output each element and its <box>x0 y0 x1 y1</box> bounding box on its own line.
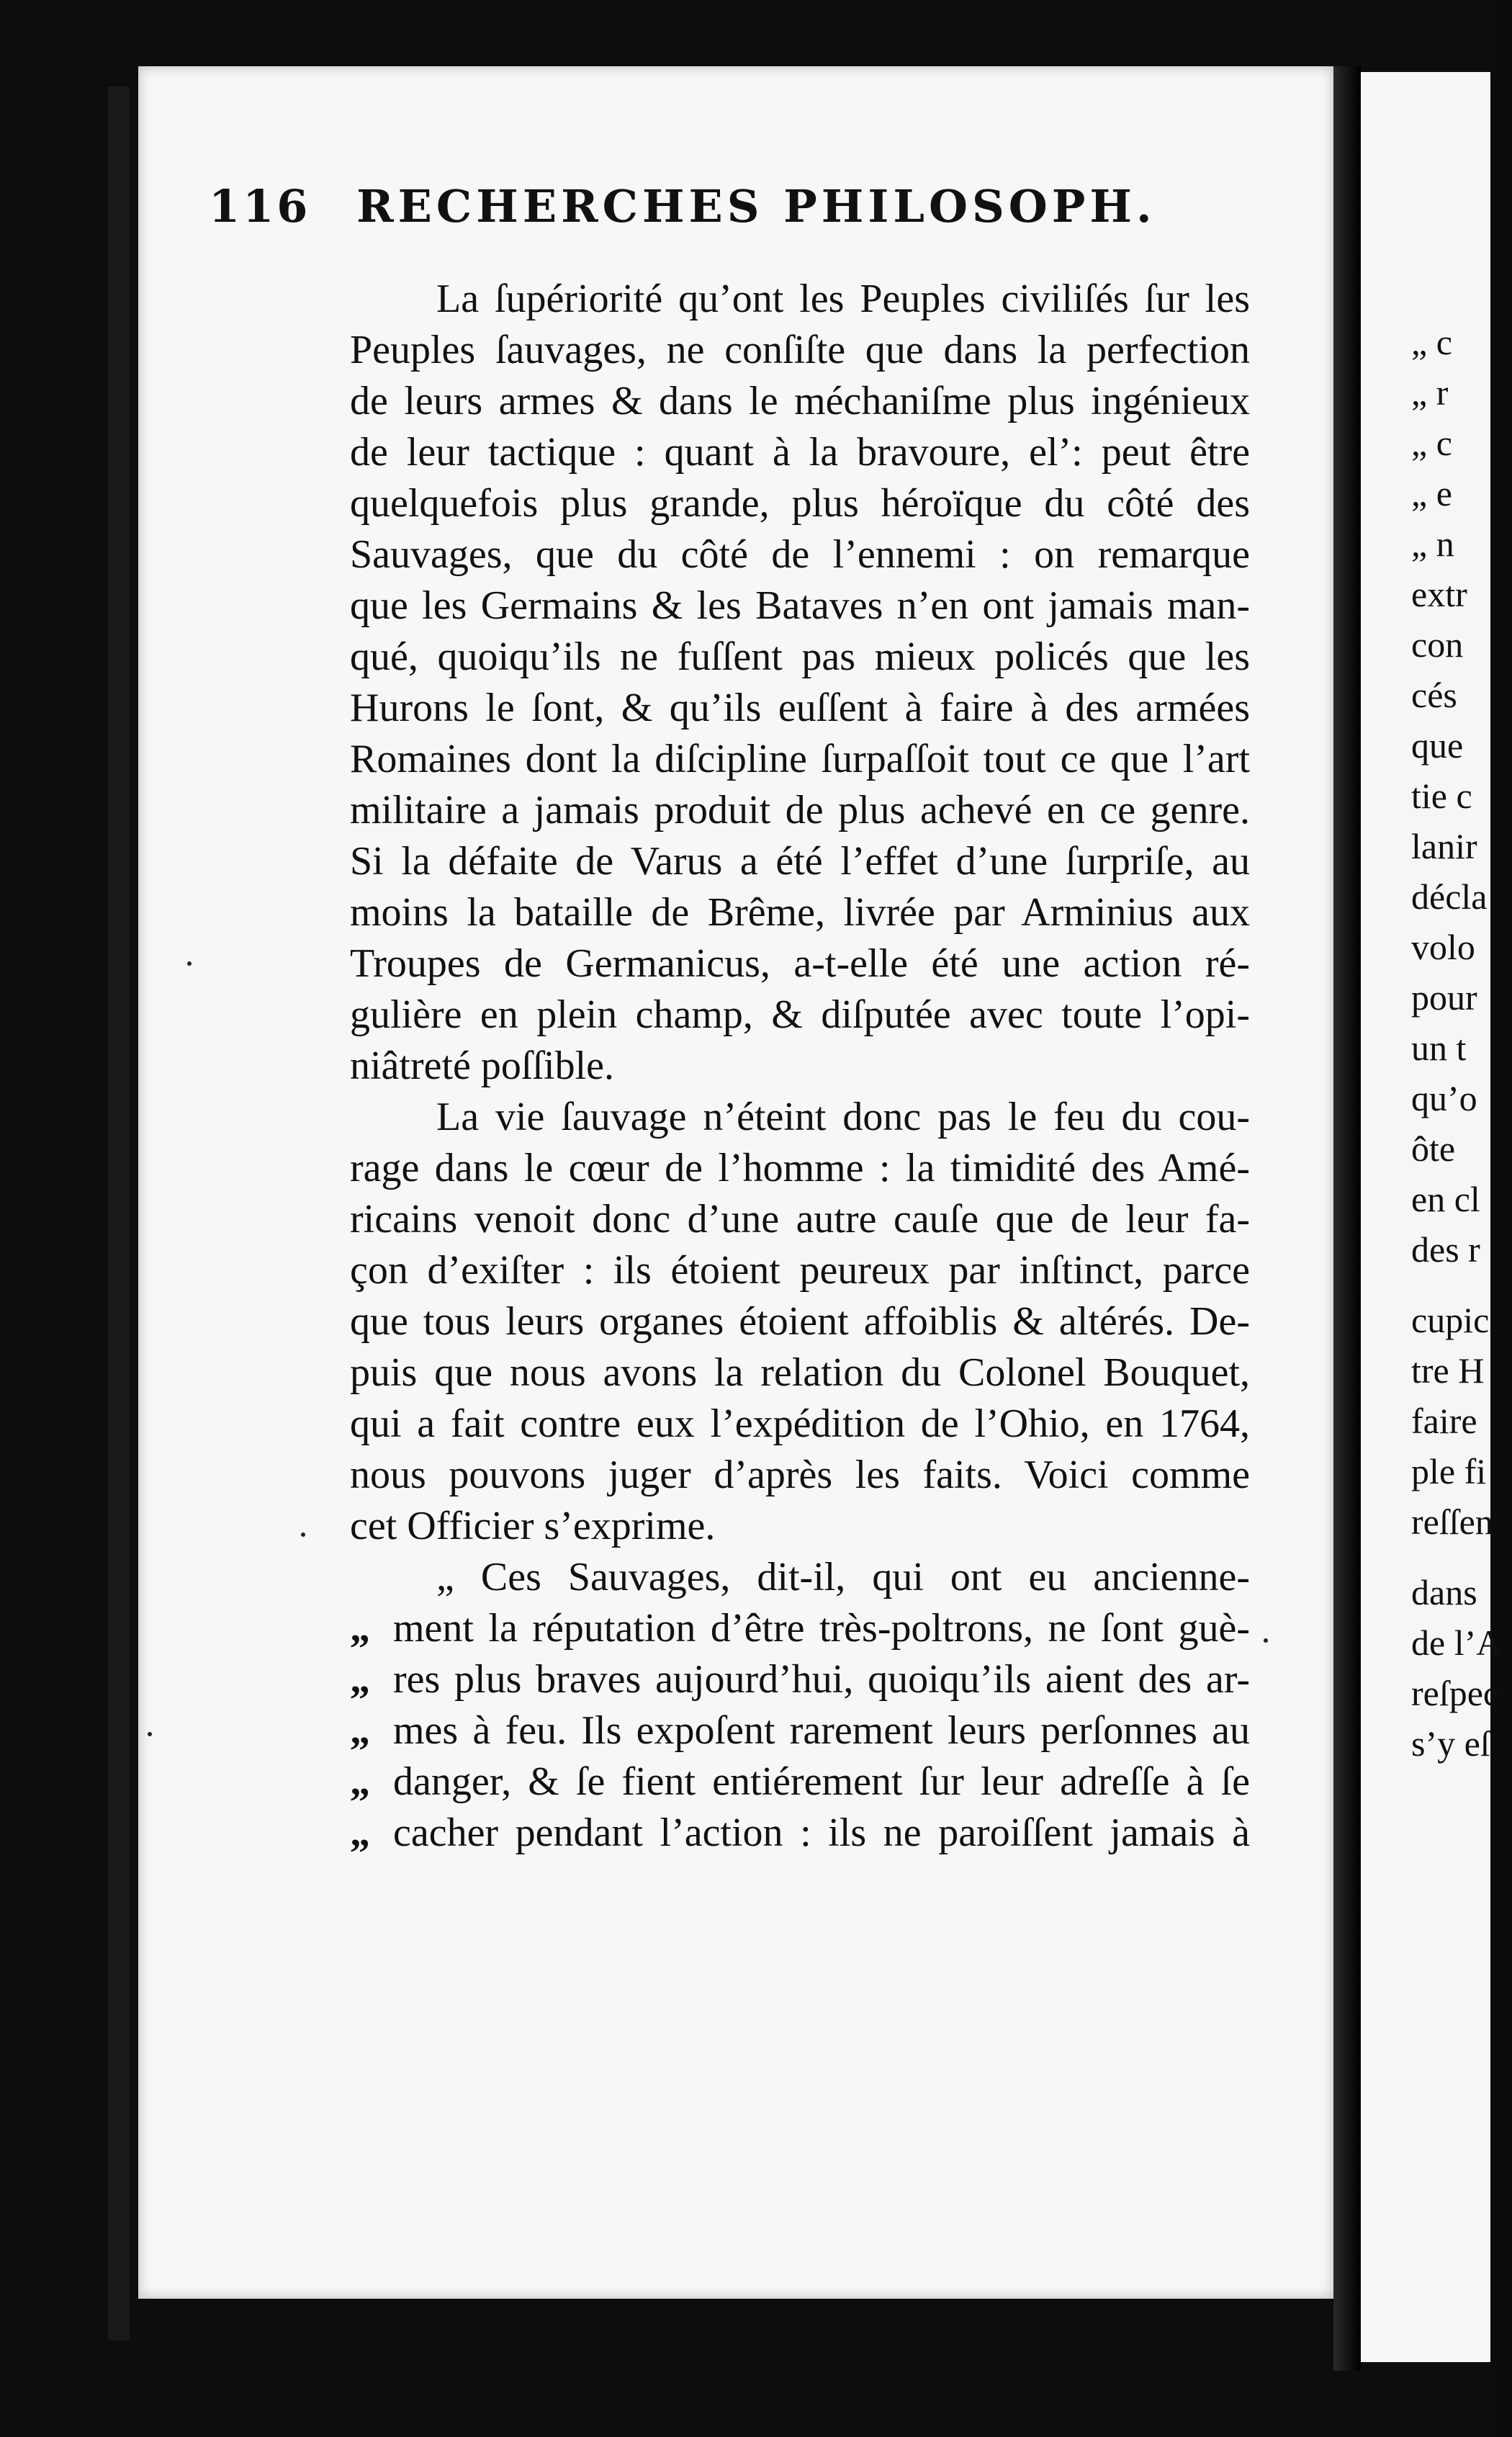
fragment-line: qu’o <box>1411 1078 1477 1118</box>
page-number: 116 <box>209 180 311 233</box>
print-speck <box>148 1732 152 1736</box>
print-speck <box>301 1532 305 1537</box>
text-line: cet Officier s’exprime. <box>350 1504 716 1548</box>
text-line: puis que nous avons la relation du Colonel Bouquet, <box>350 1350 1250 1395</box>
text-line: que les Germains & les Bataves n’en ont jamais man- <box>350 583 1250 628</box>
text-line: La ſupériorité qu’ont les Peuples civiliſés ſur les <box>436 277 1250 321</box>
fragment-line: lanir <box>1411 826 1477 866</box>
quote-line: „ danger, & ſe fient entiérement ſur leur adreſſe à ſe <box>350 1759 1250 1804</box>
text-line: çon d’exiſter : ils étoient peureux par inſtinct, parce <box>350 1248 1250 1293</box>
running-title: RECHERCHES PHILOSOPH. <box>356 180 1156 233</box>
fragment-line: con <box>1411 624 1464 665</box>
quote-text: cacher pendant l’action : ils ne paroiſſent jamais à <box>393 1810 1250 1855</box>
text-line: Hurons le ſont, & qu’ils euſſent à faire à des armées <box>350 686 1250 730</box>
fragment-line: en cl <box>1411 1179 1480 1219</box>
gutter-shadow <box>1333 66 1361 2371</box>
text-line: de leurs armes & dans le méchaniſme plus ingénieux <box>350 379 1250 423</box>
text-line: qué, quoiqu’ils ne fuſſent pas mieux policés que les <box>350 634 1250 679</box>
fragment-line: „ c <box>1411 322 1452 362</box>
fragment-line: „ r <box>1411 372 1449 413</box>
text-line: Troupes de Germanicus, a-t-elle été une action ré- <box>350 941 1250 986</box>
text-line: Sauvages, que du côté de l’ennemi : on remarque <box>350 532 1250 577</box>
fragment-line: pour <box>1411 977 1477 1018</box>
fragment-line: s’y eſ <box>1411 1723 1490 1764</box>
text-line: rage dans le cœur de l’homme : la timidité des Amé- <box>350 1146 1250 1190</box>
fragment-line: des r <box>1411 1229 1480 1270</box>
fragment-line: cupic <box>1411 1300 1490 1340</box>
fragment-line: ôte <box>1411 1128 1456 1169</box>
quote-line: „ ment la réputation d’être très-poltrons, ne ſont guè- <box>350 1606 1250 1651</box>
text-line: La vie ſauvage n’éteint donc pas le feu du cou- <box>436 1095 1250 1139</box>
fragment-line: faire <box>1411 1401 1477 1441</box>
fragment-line: „ n <box>1411 524 1454 564</box>
page-header <box>209 180 1260 245</box>
fragment-line: volo <box>1411 927 1475 967</box>
fragment-line: cés <box>1411 675 1457 715</box>
fragment-line: reſſen <box>1411 1502 1493 1542</box>
text-line: de leur tactique : quant à la bravoure, el’: peut être <box>350 430 1250 475</box>
text-line: nous pouvons juger d’après les faits. Voici comme <box>350 1453 1250 1497</box>
fragment-line: „ c <box>1411 423 1452 463</box>
fragment-line: extr <box>1411 574 1467 614</box>
fragment-line: reſpec <box>1411 1673 1500 1713</box>
text-line: qui a fait contre eux l’expédition de l’Ohio, en 1764, <box>350 1401 1250 1446</box>
right-page-fragments <box>1411 317 1512 1769</box>
fragment-line: tie c <box>1411 776 1472 816</box>
text-line: moins la bataille de Brême, livrée par Arminius aux <box>350 890 1250 935</box>
fragment-line: ple fi <box>1411 1451 1487 1491</box>
quote-text: danger, & ſe fient entiérement ſur leur adreſſe à ſe <box>393 1759 1250 1804</box>
quote-line: „ cacher pendant l’action : ils ne paroiſſent jamais à <box>350 1810 1250 1855</box>
text-line: que tous leurs organes étoient affoiblis & altérés. De- <box>350 1299 1250 1344</box>
text-line: niâtreté poſſible. <box>350 1044 614 1088</box>
text-line: militaire a jamais produit de plus achevé en ce genre. <box>350 788 1250 832</box>
text-line: Romaines dont la diſcipline ſurpaſſoit tout ce que l’art <box>350 737 1250 781</box>
fragment-line: dans <box>1411 1572 1477 1612</box>
text-line: Peuples ſauvages, ne conſiſte que dans la perfection <box>350 328 1250 372</box>
print-speck <box>187 961 192 966</box>
fragment-line: „ e <box>1411 473 1452 513</box>
quote-text: res plus braves aujourd’hui, quoiqu’ils aient des ar- <box>393 1657 1250 1702</box>
fragment-line: tre H <box>1411 1350 1485 1391</box>
binding-edge <box>108 86 130 2340</box>
fragment-line: que <box>1411 725 1464 766</box>
quote-text: ment la réputation d’être très-poltrons, ne ſont guè- <box>393 1606 1250 1651</box>
print-speck <box>1264 1638 1268 1643</box>
quote-line: „ res plus braves aujourd’hui, quoiqu’ils aient des ar- <box>350 1657 1250 1702</box>
fragment-line: de l’A <box>1411 1623 1503 1663</box>
fragment-line: décla <box>1411 876 1488 917</box>
quote-line: „ Ces Sauvages, dit-il, qui ont eu ancienne- <box>436 1555 1250 1599</box>
fragment-line: un t <box>1411 1028 1467 1068</box>
text-line: ricains venoit donc d’une autre cauſe que de leur fa- <box>350 1197 1250 1242</box>
text-line: quelquefois plus grande, plus héroïque du côté des <box>350 481 1250 526</box>
text-line: gulière en plein champ, & diſputée avec toute l’opi- <box>350 992 1250 1037</box>
quote-text: mes à feu. Ils expoſent rarement leurs perſonnes au <box>393 1708 1250 1753</box>
quote-line: „ mes à feu. Ils expoſent rarement leurs perſonnes au <box>350 1708 1250 1753</box>
text-line: Si la défaite de Varus a été l’effet d’une ſurpriſe, au <box>350 839 1250 884</box>
body-text <box>350 274 1250 1859</box>
